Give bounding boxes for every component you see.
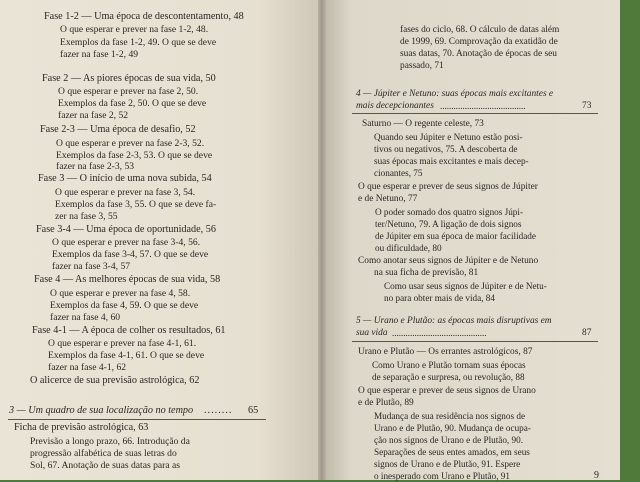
- chapter-rule: [352, 341, 598, 342]
- section-title: O que esperar e prever de seus signos de Júpiter: [358, 182, 538, 192]
- section-item: O que esperar e prever na fase 4, 58.: [50, 288, 191, 299]
- section-item: zer na fase 3, 55: [55, 211, 118, 222]
- section-item: Separações de seus entes amados, em seus: [374, 447, 530, 457]
- section-title: Fase 2-3 — Uma época de desafio, 52: [40, 124, 196, 135]
- section-title: Fase 3-4 — Uma época de oportunidade, 56: [36, 224, 216, 235]
- section-item: Exemplos da fase 2-3, 53. O que se deve: [56, 150, 213, 161]
- section-item: Exemplos da fase 1-2, 49. O que se deve: [60, 37, 217, 48]
- chapter-rule: [352, 113, 598, 114]
- section-title: Fase 4-1 — A época de colher os resultados, 61: [32, 325, 226, 336]
- section-item: Exemplos da fase 2, 50. O que se deve: [58, 98, 207, 109]
- section-title-cont: na sua ficha de previsão, 81: [374, 268, 479, 278]
- section-item: ter/Netuno, 79. A ligação de dois signos: [375, 219, 522, 229]
- section-title-cont: e de Plutão, 89: [358, 398, 414, 408]
- section-title: Fase 4 — As melhores épocas de sua vida, 58: [34, 274, 221, 285]
- chapter-heading: 3 — Um quadro de sua localização no tempo: [9, 405, 194, 416]
- section-item: suas épocas mais excitantes e mais decep-: [374, 156, 529, 166]
- chapter-page: 65: [248, 405, 259, 416]
- section-item: Quando seu Júpiter e Netuno estão posi-: [374, 132, 523, 142]
- section-item: O que esperar e prever na fase 3-4, 56.: [52, 237, 201, 248]
- section-item: de Júpiter em sua época de maior facilidade: [375, 231, 536, 241]
- section-item: O poder somado dos quatro signos Júpi-: [375, 207, 524, 217]
- section-item: o inesperado com Urano e Plutão, 91: [374, 471, 510, 481]
- section-item: de 1999, 69. Comprovação da exatidão de: [400, 37, 558, 47]
- section-item: passado, 71: [400, 61, 444, 71]
- section-title: Fase 2 — As piores épocas de sua vida, 50: [42, 73, 216, 84]
- section-title: Fase 3 — O início de uma nova subida, 54: [38, 173, 212, 184]
- section-item: Como Urano e Plutão tornam suas épocas: [372, 360, 526, 370]
- section-item: Urano e de Plutão, 90. Mudança de ocupa-: [374, 423, 531, 433]
- section-item: no para obter mais de vida, 84: [384, 293, 495, 303]
- leader-dots: ..........................................: [392, 328, 487, 338]
- chapter-rule: [8, 419, 266, 420]
- section-item: O que esperar e prever na fase 3, 54.: [55, 187, 196, 198]
- section-item: fazer na fase 4, 60: [50, 312, 121, 323]
- page-number: 9: [594, 470, 599, 481]
- section-item: Exemplos da fase 4, 59. O que se deve: [50, 300, 199, 311]
- leader-dots: ........: [204, 405, 233, 416]
- section-item: Mudança de sua residência nos signos de: [374, 411, 526, 421]
- chapter-heading-cont: sua vida: [356, 328, 388, 338]
- section-item: O que esperar e prever na fase 1-2, 48.: [60, 24, 209, 35]
- section-item: fazer na fase 2-3, 53: [56, 161, 135, 172]
- section-item: fazer na fase 4-1, 62: [48, 362, 127, 373]
- chapter-heading: 5 — Urano e Plutão: as épocas mais disruptivas em: [356, 316, 552, 326]
- section-title: Urano e Plutão — Os errantes astrológicos, 87: [358, 347, 533, 357]
- section-title: Fase 1-2 — Uma época de descontentamento, 48: [44, 11, 244, 22]
- section-item: tivos ou negativos, 75. A descoberta de: [374, 144, 518, 154]
- section-item: suas datas, 70. Anotação de épocas de seu: [400, 49, 557, 59]
- book-gutter: [318, 0, 326, 480]
- section-item: fases do ciclo, 68. O cálculo de datas além: [400, 25, 560, 35]
- chapter-page: 87: [582, 328, 592, 338]
- leader-dots: ......................................: [440, 101, 526, 111]
- ficha-title: Ficha de previsão astrológica, 63: [14, 422, 149, 433]
- section-item: signos de Urano e de Plutão, 91. Espere: [374, 459, 521, 469]
- section-item: Exemplos da fase 3-4, 57. O que se deve: [52, 249, 209, 260]
- closing-line: O alicerce de sua previsão astrológica, 62: [30, 375, 200, 386]
- chapter-heading: 4 — Júpiter e Netuno: suas épocas mais excitantes e: [356, 89, 554, 99]
- section-title: Como anotar seus signos de Júpiter e de Netuno: [358, 256, 539, 266]
- chapter-page: 73: [582, 101, 592, 111]
- section-item: O que esperar e prever na fase 2, 50.: [58, 86, 199, 97]
- section-item: fazer na fase 2, 52: [58, 110, 129, 121]
- section-title: Saturno — O regente celeste, 73: [362, 119, 484, 129]
- section-title: O que esperar e prever de seus signos de Urano: [358, 386, 536, 396]
- section-item: Exemplos da fase 3, 55. O que se deve fa-: [55, 199, 217, 210]
- section-item: O que esperar e prever na fase 2-3, 52.: [56, 138, 205, 149]
- section-item: de separação e surpresa, ou revolução, 88: [372, 372, 525, 382]
- section-item: O que esperar e prever na fase 4-1, 61.: [48, 338, 197, 349]
- section-item: ção nos signos de Urano e de Plutão, 90.: [374, 435, 524, 445]
- section-item: fazer na fase 1-2, 49: [60, 49, 139, 60]
- section-item: ou dificuldade, 80: [375, 243, 442, 253]
- ficha-item: Sol, 67. Anotação de suas datas para as: [30, 460, 180, 471]
- section-item: fazer na fase 3-4, 57: [52, 261, 131, 272]
- ficha-item: Previsão a longo prazo, 66. Introdução da: [30, 436, 190, 447]
- section-title-cont: e de Netuno, 77: [358, 194, 418, 204]
- ficha-item: progressão alfabética de suas letras do: [30, 448, 177, 459]
- section-item: Como usar seus signos de Júpiter e de Netu-: [384, 281, 547, 291]
- section-item: Exemplos da fase 4-1, 61. O que se deve: [48, 350, 205, 361]
- section-item: cionantes, 75: [374, 168, 423, 178]
- chapter-heading-cont: mais decepcionantes: [356, 101, 434, 111]
